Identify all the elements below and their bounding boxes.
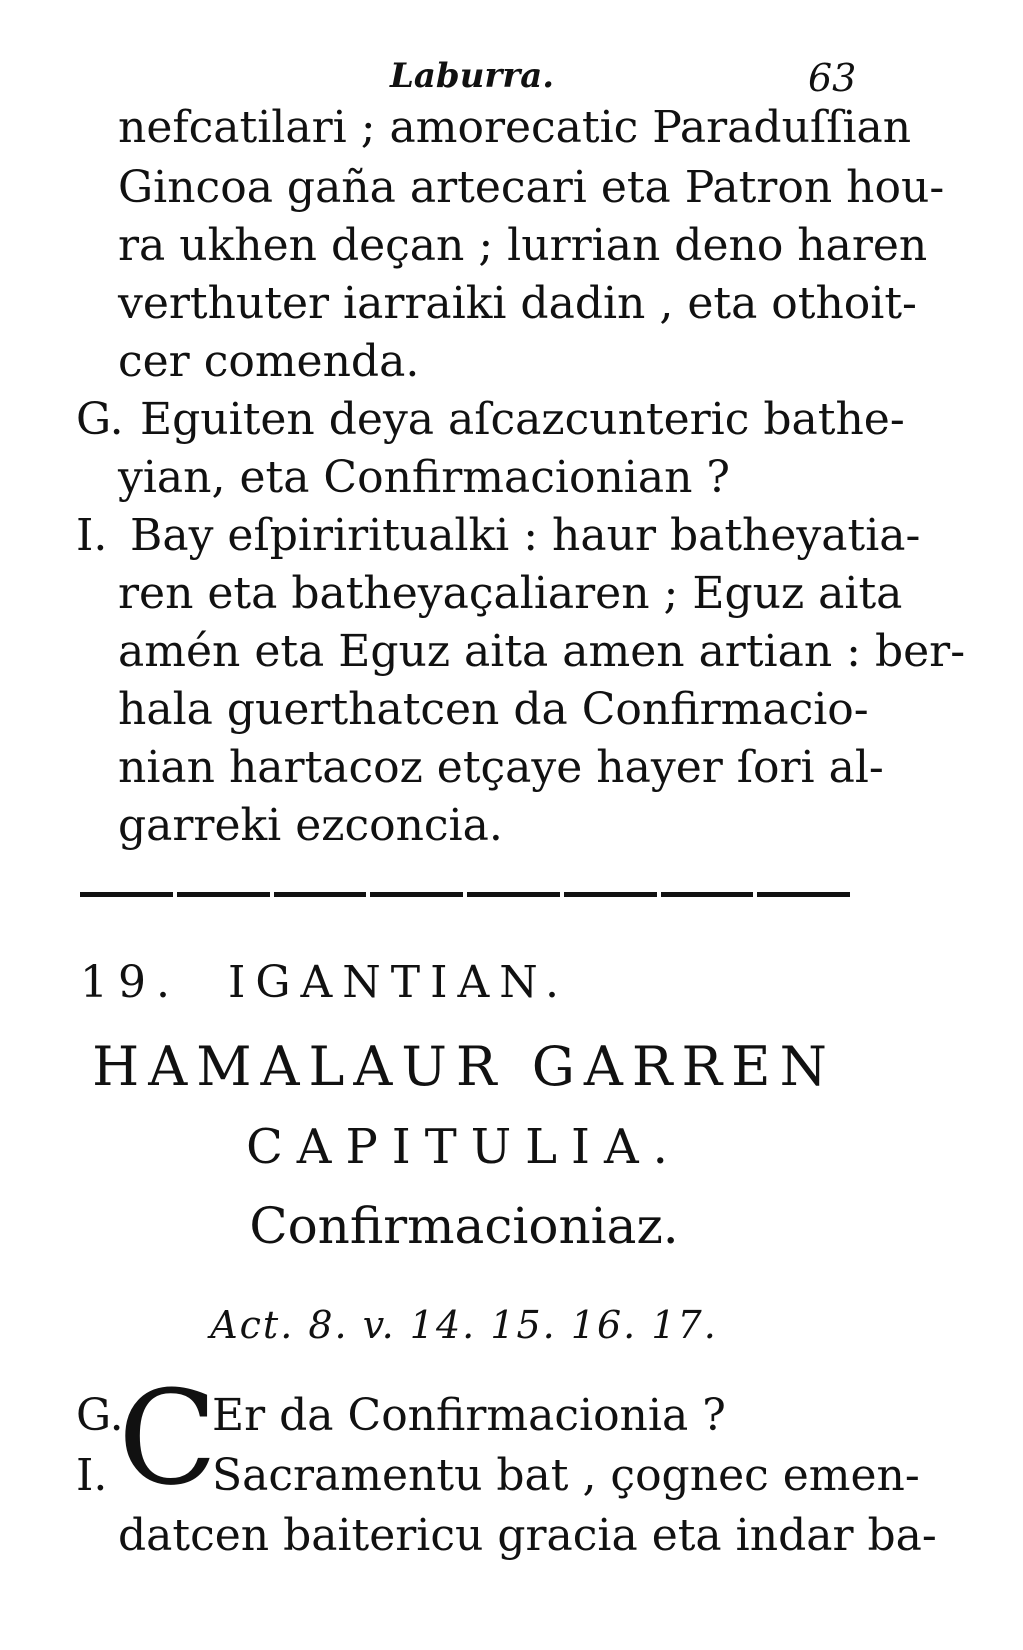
chapter-topic: Confirmacioniaz. — [249, 1197, 679, 1255]
answer-line: amén eta Eguz aita amen artian : ber- — [118, 626, 966, 677]
chapter-number-value: 19. — [80, 957, 180, 1008]
scripture-reference: Act. 8. v. 14. 15. 16. 17. — [210, 1303, 718, 1347]
answer-line: nian hartacoz etçaye hayer ſori al- — [118, 742, 884, 793]
question-marker: G. — [76, 1390, 124, 1441]
drop-cap: C — [118, 1362, 218, 1514]
paragraph-line: nefcatilari ; amorecatic Paraduſſian — [118, 102, 912, 153]
answer-line: Bay eſpiriritualki : haur batheyatia- — [130, 510, 921, 561]
answer-marker: I. — [76, 1450, 108, 1501]
chapter-heading: HAMALAUR GARREN — [92, 1035, 836, 1098]
chapter-number-label: IGANTIAN. — [227, 957, 569, 1008]
answer-line: hala guerthatcen da Confirmacio- — [118, 684, 869, 735]
answer-line: ren eta batheyaçaliaren ; Eguz aita — [118, 568, 903, 619]
chapter-subheading: CAPITULIA. — [246, 1119, 682, 1175]
question-marker: G. — [76, 394, 124, 445]
running-head-title: Laburra. — [390, 56, 555, 96]
chapter-number — [80, 955, 569, 1011]
answer-line: datcen baitericu gracia eta indar ba- — [118, 1510, 937, 1561]
paragraph-line: ra ukhen deçan ; lurrian deno haren — [118, 220, 928, 271]
page-number: 63 — [808, 56, 857, 100]
paragraph-line: verthuter iarraiki dadin , eta othoit- — [118, 278, 917, 329]
answer-line: garreki ezconcia. — [118, 800, 503, 851]
question-line: Eguiten deya aſcazcunteric bathe- — [140, 394, 905, 445]
paragraph-line: Gincoa gaña artecari eta Patron hou- — [118, 162, 945, 213]
question-line: yian, eta Confirmacionian ? — [118, 452, 731, 503]
paragraph-line: cer comenda. — [118, 336, 420, 387]
section-divider — [80, 892, 850, 897]
running-head — [0, 52, 1023, 102]
answer-marker: I. — [76, 510, 108, 561]
question-line: Er da Confirmacionia ? — [212, 1390, 726, 1441]
answer-line: Sacramentu bat , çognec emen- — [212, 1450, 920, 1501]
